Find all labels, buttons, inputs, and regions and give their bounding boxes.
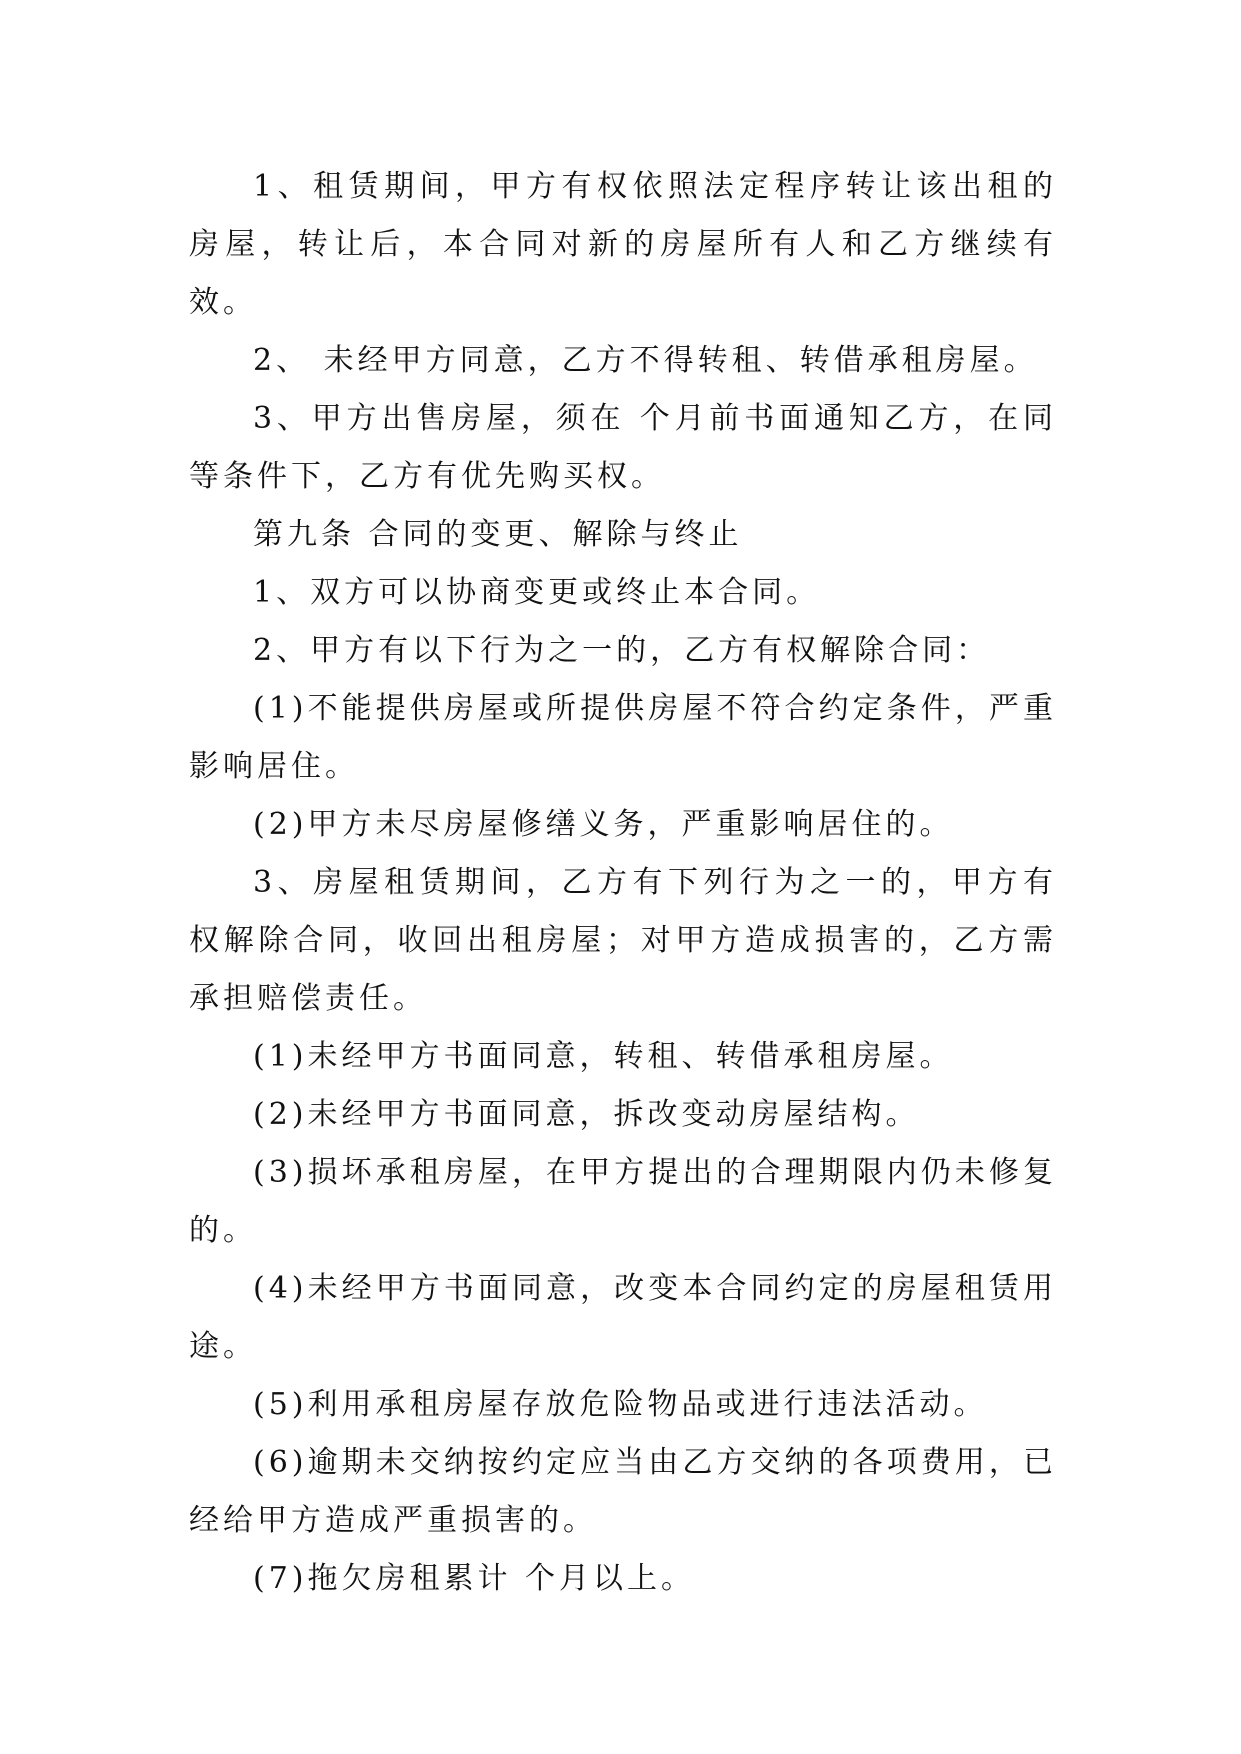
list-item: (2)甲方未尽房屋修缮义务，严重影响居住的。	[253, 807, 954, 842]
paragraph-no-sublet: 2、 未经甲方同意，乙方不得转租、转借承租房屋。	[253, 343, 1038, 378]
list-item: (3)损坏承租房屋，在甲方提出的合理期限内仍未修复的。	[189, 1155, 1057, 1248]
paragraph-transfer-right: 1、租赁期间，甲方有权依照法定程序转让该出租的房屋，转让后，本合同对新的房屋所有人和乙方继续有效。	[189, 169, 1057, 320]
list-item: (7)拖欠房租累计 个月以上。	[253, 1561, 696, 1596]
paragraph-mutual-change: 1、双方可以协商变更或终止本合同。	[253, 575, 821, 610]
list-item: (1)未经甲方书面同意，转租、转借承租房屋。	[253, 1039, 954, 1074]
paragraph-landlord-termination: 3、房屋租赁期间，乙方有下列行为之一的，甲方有权解除合同，收回出租房屋；对甲方造成损害的，乙方需承担赔偿责任。	[189, 865, 1057, 1016]
document-body	[189, 158, 1057, 1608]
list-item: (5)利用承租房屋存放危险物品或进行违法活动。	[253, 1387, 988, 1422]
paragraph-sale-notice: 3、甲方出售房屋，须在 个月前书面通知乙方，在同等条件下，乙方有优先购买权。	[189, 401, 1057, 494]
list-item: (4)未经甲方书面同意，改变本合同约定的房屋租赁用途。	[189, 1271, 1057, 1364]
list-item: (1)不能提供房屋或所提供房屋不符合约定条件，严重影响居住。	[189, 691, 1057, 784]
list-item: (2)未经甲方书面同意，拆改变动房屋结构。	[253, 1097, 920, 1132]
paragraph-tenant-termination: 2、甲方有以下行为之一的，乙方有权解除合同：	[253, 633, 991, 668]
list-item: (6)逾期未交纳按约定应当由乙方交纳的各项费用，已经给甲方造成严重损害的。	[189, 1445, 1057, 1538]
section-heading-article-9: 第九条 合同的变更、解除与终止	[253, 517, 743, 552]
